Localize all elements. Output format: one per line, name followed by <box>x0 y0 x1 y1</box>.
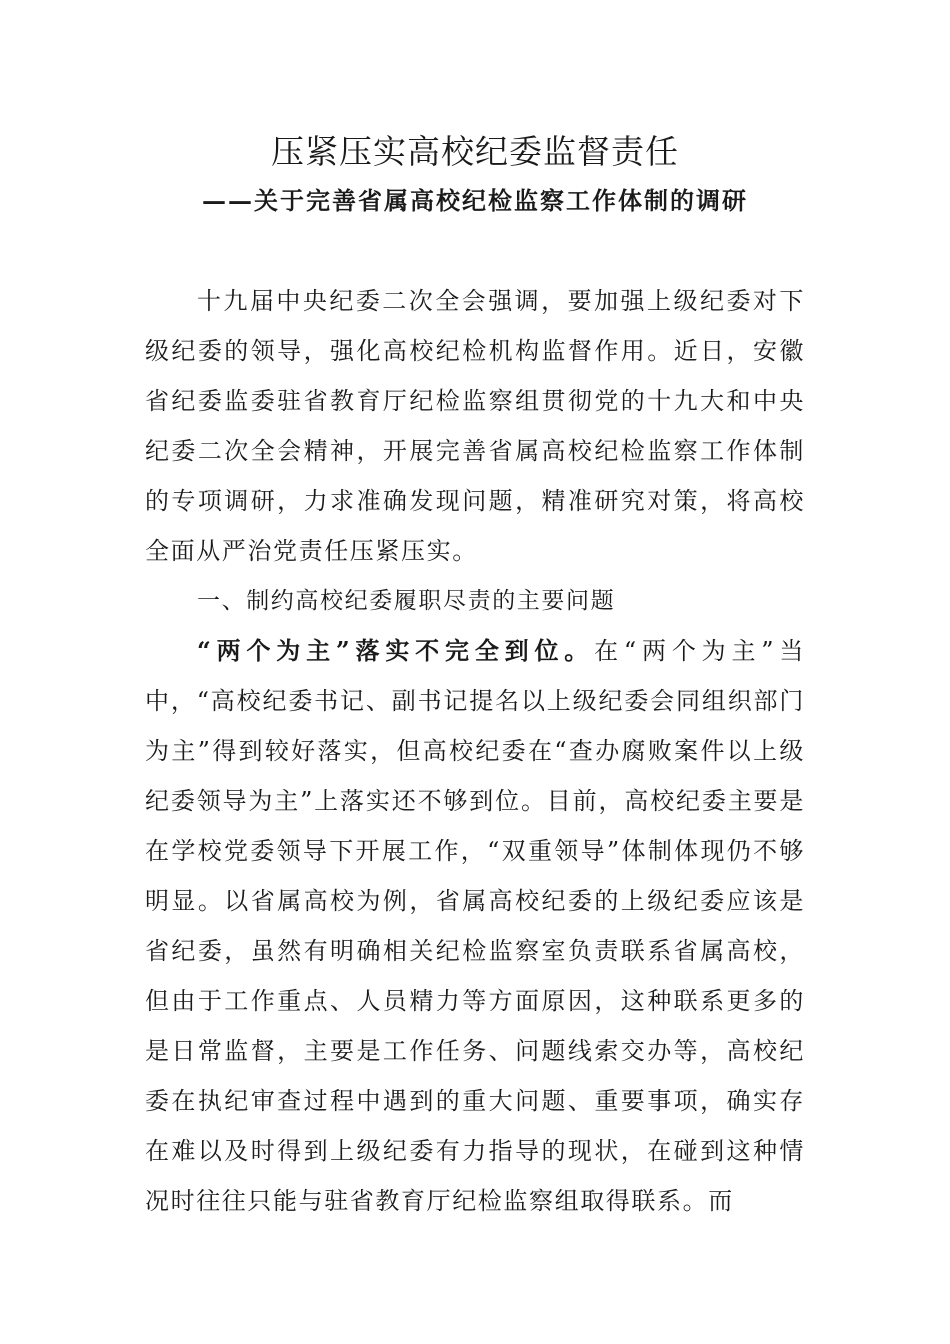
body-paragraph <box>145 626 805 1226</box>
intro-paragraph: 十九届中央纪委二次全会强调，要加强上级纪委对下级纪委的领导，强化高校纪检机构监督作用。近日，安徽省纪委监委驻省教育厅纪检监察组贯彻党的十九大和中央纪委二次全会精神，开展完善省属高校纪检监察工作体制的专项调研，力求准确发现问题，精准研究对策，将高校全面从严治党责任压紧压实。 <box>145 287 805 565</box>
document-subtitle: ——关于完善省属高校纪检监察工作体制的调研 <box>202 186 748 215</box>
document-body <box>145 276 805 1226</box>
paragraph-body: 在“两个为主”当中，“高校纪委书记、副书记提名以上级纪委会同组织部门为主”得到较好落实，但高校纪委在“查办腐败案件以上级纪委领导为主”上落实还不够到位。目前，高校纪委主要是在学校党委领导下开展工作，“双重领导”体制体现仍不够明显。以省属高校为例，省属高校纪委的上级纪委应该是省纪委，虽然有明确相关纪检监察室负责联系省属高校，但由于工作重点、人员精力等方面原因，这种联系更多的是日常监督，主要是工作任务、问题线索交办等，高校纪委在执纪审查过程中遇到的重大问题、重要事项，确实存在难以及时得到上级纪委有力指导的现状，在碰到这种情况时往往只能与驻省教育厅纪检监察组取得联系。而 <box>145 637 805 1215</box>
section-heading: 一、制约高校纪委履职尽责的主要问题 <box>197 588 616 614</box>
paragraph-lead: “两个为主”落实不完全到位。 <box>197 636 595 665</box>
document-title: 压紧压实高校纪委监督责任 <box>271 132 679 171</box>
